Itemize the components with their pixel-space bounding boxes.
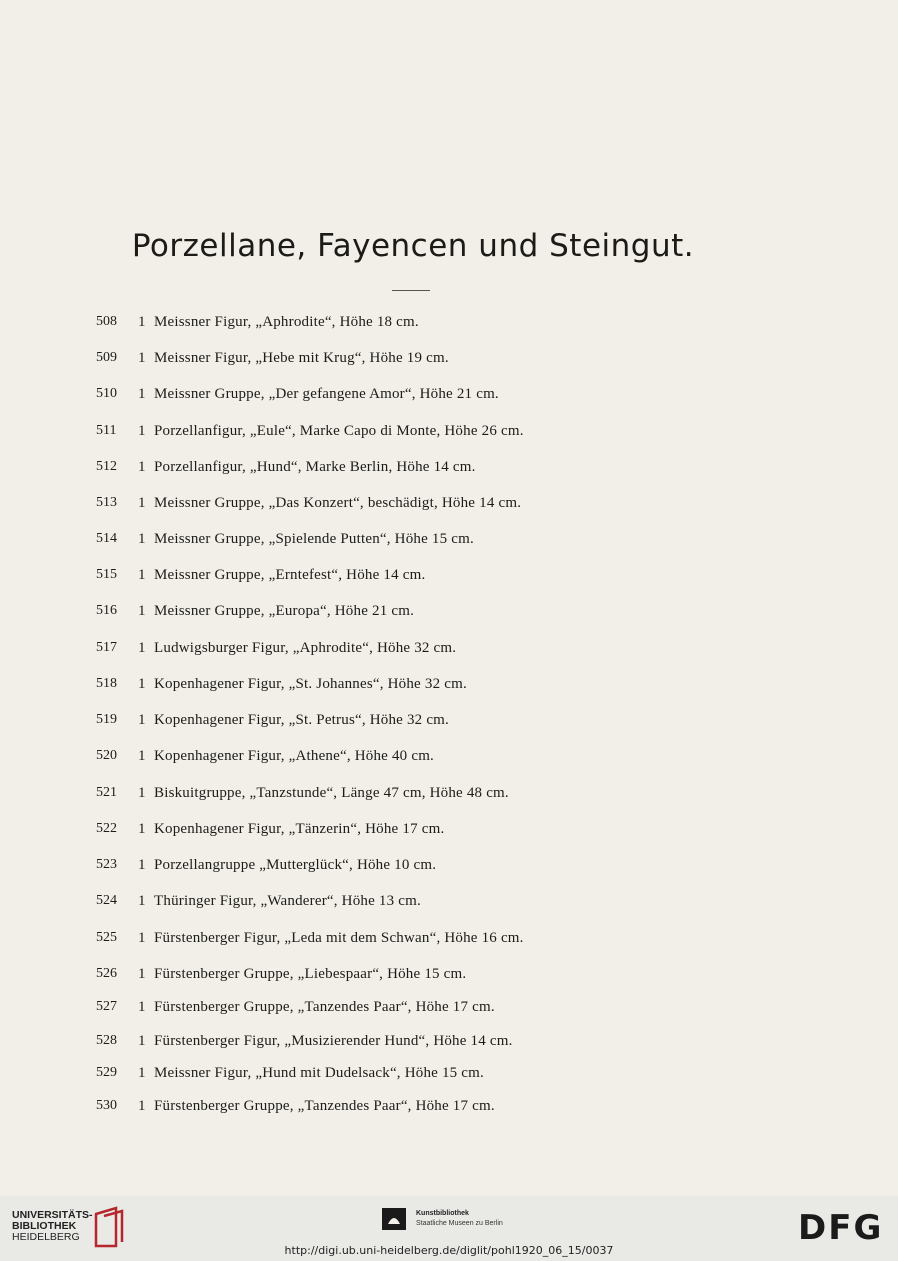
lot-description: Fürstenberger Gruppe, „Tanzendes Paar“, Höhe 17 cm. (154, 998, 495, 1015)
lot-description: Meissner Gruppe, „Europa“, Höhe 21 cm. (154, 602, 415, 619)
lot-quantity: 1 (138, 602, 146, 619)
lot-description: Biskuitgruppe, „Tanzstunde“, Länge 47 cm, Höhe 48 cm. (154, 784, 509, 801)
lot-quantity: 1 (138, 675, 146, 692)
list-item (96, 346, 449, 370)
lot-quantity: 1 (138, 892, 146, 909)
lot-number: 515 (96, 567, 117, 582)
lot-quantity: 1 (138, 856, 146, 873)
lot-number: 522 (96, 821, 117, 836)
kunstbibliothek-mark-icon (382, 1208, 406, 1230)
lot-description: Ludwigsburger Figur, „Aphrodite“, Höhe 32 cm. (154, 639, 457, 656)
list-item (96, 781, 509, 805)
university-library-logo[interactable] (12, 1210, 93, 1243)
lot-quantity: 1 (138, 1097, 146, 1114)
list-item (96, 419, 524, 443)
lot-number: 516 (96, 603, 117, 618)
lot-quantity: 1 (138, 313, 146, 330)
list-item (96, 382, 499, 406)
lot-description: Fürstenberger Gruppe, „Tanzendes Paar“, Höhe 17 cm. (154, 1097, 495, 1114)
lot-number: 527 (96, 999, 117, 1014)
lot-description: Porzellanfigur, „Hund“, Marke Berlin, Höhe 14 cm. (154, 458, 476, 475)
dfg-logo[interactable]: DFG (798, 1208, 884, 1248)
lot-description: Porzellanfigur, „Eule“, Marke Capo di Monte, Höhe 26 cm. (154, 422, 524, 439)
lot-number: 518 (96, 676, 117, 691)
uni-logo-line3: HEIDELBERG (12, 1231, 80, 1243)
lot-description: Meissner Gruppe, „Das Konzert“, beschädigt, Höhe 14 cm. (154, 494, 522, 511)
list-item (96, 527, 474, 551)
lot-number: 520 (96, 748, 117, 763)
list-item (96, 817, 444, 841)
lot-quantity: 1 (138, 711, 146, 728)
lot-description: Porzellangruppe „Mutterglück“, Höhe 10 cm. (154, 856, 437, 873)
list-item (96, 1029, 513, 1053)
list-item (96, 995, 495, 1019)
permalink-url[interactable]: http://digi.ub.uni-heidelberg.de/diglit/pohl1920_06_15/0037 (284, 1244, 614, 1257)
lot-quantity: 1 (138, 422, 146, 439)
lot-quantity: 1 (138, 1064, 146, 1081)
list-item (96, 853, 436, 877)
lot-quantity: 1 (138, 820, 146, 837)
lot-quantity: 1 (138, 1032, 146, 1049)
list-item (96, 962, 466, 986)
list-item (96, 744, 434, 768)
lot-description: Meissner Figur, „Aphrodite“, Höhe 18 cm. (154, 313, 419, 330)
lot-quantity: 1 (138, 965, 146, 982)
lot-description: Meissner Figur, „Hund mit Dudelsack“, Höhe 15 cm. (154, 1064, 484, 1081)
lot-number: 524 (96, 893, 117, 908)
lot-number: 523 (96, 857, 117, 872)
list-item (96, 1061, 484, 1085)
list-item (96, 599, 414, 623)
lot-number: 526 (96, 966, 117, 981)
lot-quantity: 1 (138, 639, 146, 656)
list-item (96, 1094, 495, 1118)
lot-description: Fürstenberger Figur, „Leda mit dem Schwan“, Höhe 16 cm. (154, 929, 524, 946)
lot-number: 511 (96, 423, 117, 438)
lot-quantity: 1 (138, 458, 146, 475)
list-item (96, 310, 419, 334)
lot-description: Thüringer Figur, „Wanderer“, Höhe 13 cm. (154, 892, 421, 909)
uni-logo-line2: BIBLIOTHEK (12, 1220, 77, 1232)
lot-description: Fürstenberger Figur, „Musizierender Hund“, Höhe 14 cm. (154, 1032, 513, 1049)
lot-number: 530 (96, 1098, 117, 1113)
list-item (96, 455, 476, 479)
lot-quantity: 1 (138, 530, 146, 547)
lot-quantity: 1 (138, 494, 146, 511)
lot-description: Kopenhagener Figur, „St. Johannes“, Höhe 32 cm. (154, 675, 467, 692)
lot-description: Fürstenberger Gruppe, „Liebespaar“, Höhe 15 cm. (154, 965, 467, 982)
lot-description: Meissner Gruppe, „Erntefest“, Höhe 14 cm. (154, 566, 426, 583)
lot-description: Meissner Gruppe, „Der gefangene Amor“, Höhe 21 cm. (154, 385, 499, 402)
lot-quantity: 1 (138, 929, 146, 946)
lot-number: 508 (96, 314, 117, 329)
lot-number: 529 (96, 1065, 117, 1080)
list-item (96, 563, 425, 587)
lot-quantity: 1 (138, 566, 146, 583)
lot-number: 521 (96, 785, 117, 800)
title-divider (392, 290, 430, 291)
kb-name: Kunstbibliothek (416, 1210, 469, 1217)
lot-quantity: 1 (138, 385, 146, 402)
list-item (96, 636, 456, 660)
lot-number: 525 (96, 930, 117, 945)
list-item (96, 491, 521, 515)
lot-number: 510 (96, 386, 117, 401)
list-item (96, 672, 467, 696)
lot-description: Kopenhagener Figur, „Tänzerin“, Höhe 17 cm. (154, 820, 445, 837)
uni-logo-line1: UNIVERSITÄTS- (12, 1209, 93, 1221)
lot-description: Kopenhagener Figur, „Athene“, Höhe 40 cm. (154, 747, 435, 764)
lot-number: 512 (96, 459, 117, 474)
lot-description: Meissner Gruppe, „Spielende Putten“, Höhe 15 cm. (154, 530, 474, 547)
lot-quantity: 1 (138, 998, 146, 1015)
list-item (96, 889, 421, 913)
lot-number: 528 (96, 1033, 117, 1048)
footer-bar (0, 1196, 898, 1261)
list-item (96, 708, 449, 732)
lot-quantity: 1 (138, 784, 146, 801)
lot-description: Kopenhagener Figur, „St. Petrus“, Höhe 32 cm. (154, 711, 450, 728)
lot-number: 514 (96, 531, 117, 546)
lot-description: Meissner Figur, „Hebe mit Krug“, Höhe 19 cm. (154, 349, 449, 366)
lot-quantity: 1 (138, 747, 146, 764)
list-item (96, 926, 524, 950)
lot-number: 519 (96, 712, 117, 727)
page-title: Porzellane, Fayencen und Steingut. (131, 228, 695, 264)
kb-subtitle: Staatliche Museen zu Berlin (416, 1220, 503, 1227)
lot-number: 509 (96, 350, 117, 365)
lot-quantity: 1 (138, 349, 146, 366)
lot-number: 513 (96, 495, 117, 510)
lot-number: 517 (96, 640, 117, 655)
